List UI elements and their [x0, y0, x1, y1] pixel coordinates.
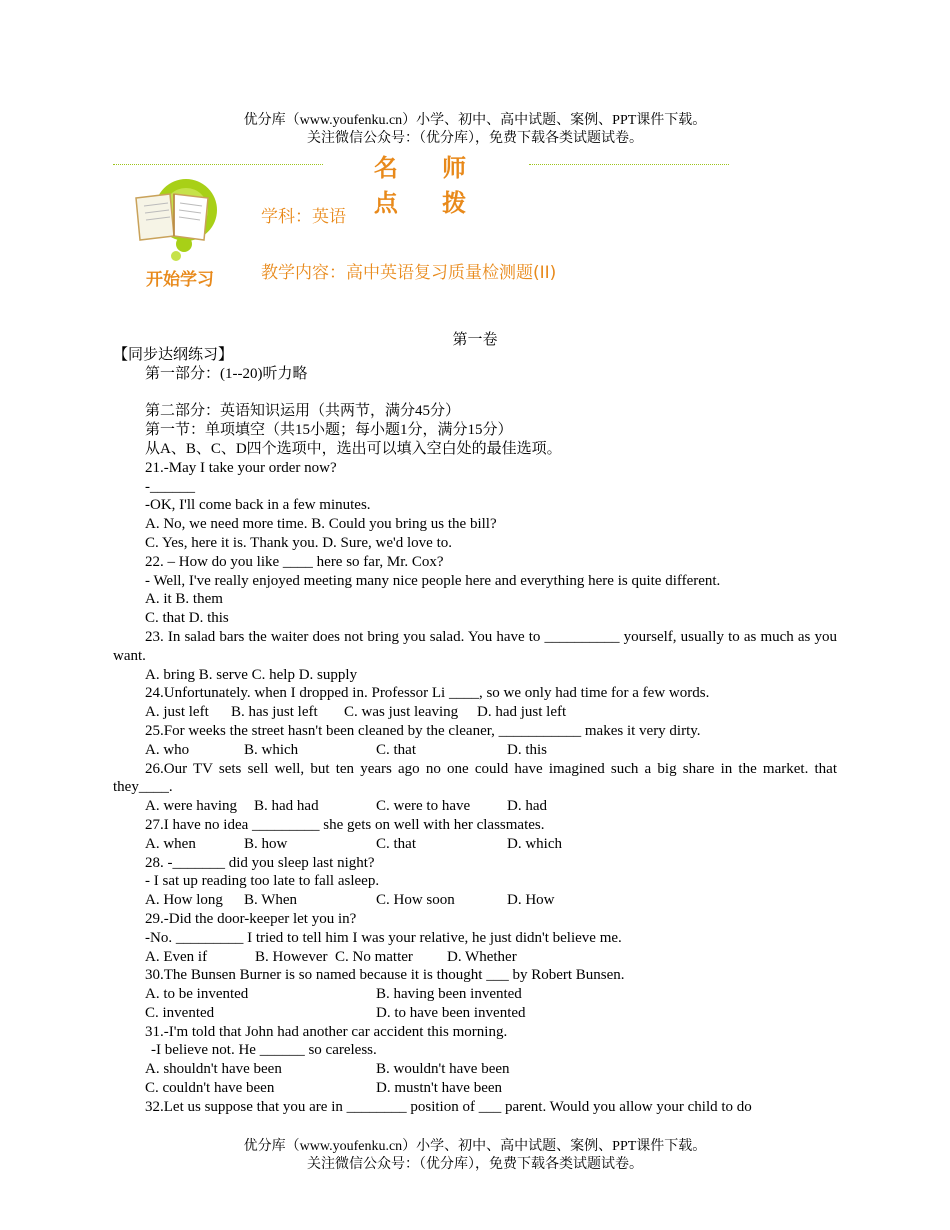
q24-option-d: D. had just left [477, 704, 567, 721]
q27-option-d: D. which [507, 835, 562, 852]
q21-options-1: A. No, we need more time. B. Could you bring us the bill? [145, 516, 497, 533]
q28-option-d: D. How [507, 892, 555, 909]
q24-stem: 24.Unfortunately. when I dropped in. Professor Li ____, so we only had time for a few words. [145, 685, 710, 702]
q28-options [113, 891, 837, 910]
q26-option-a: A. were having [145, 798, 238, 815]
q26-option-b: B. had had [254, 798, 319, 815]
q30-option-c: C. invented [145, 1004, 215, 1021]
q31-option-d: D. mustn't have been [376, 1080, 503, 1097]
q23-stem: 23. In salad bars the waiter does not bring you salad. You have to __________ yourself, usually to as much as you want. [113, 628, 837, 664]
question-body [113, 346, 837, 1117]
logo-text: 开始学习 [146, 270, 214, 290]
q27-option-a: A. when [145, 835, 196, 852]
banner-title: 名 师 点 拨 [373, 153, 485, 217]
q23-options: A. bring B. serve C. help D. supply [145, 666, 358, 683]
q25-option-d: D. this [507, 741, 548, 758]
subject-label: 学科：英语 [261, 207, 346, 227]
section-1: 第一节：单项填空（共15小题；每小题1分，满分15分） [145, 422, 513, 439]
teaching-content: 教学内容：高中英语复习质量检测题(II) [261, 263, 557, 283]
q31-options-1 [113, 1060, 837, 1079]
q21-options-2: C. Yes, here it is. Thank you. D. Sure, we'd love to. [145, 534, 452, 551]
q31-options-2 [113, 1079, 837, 1098]
q27-option-b: B. how [244, 835, 288, 852]
footer-line-2: 关注微信公众号：（优分库），免费下载各类试题试卷。 [307, 1157, 643, 1172]
q22-line-2: - Well, I've really enjoyed meeting many nice people here and everything here is quite different. [145, 572, 721, 589]
q29-option-d: D. Whether [447, 948, 517, 965]
q29-line-2: -No. _________ I tried to tell him I was your relative, he just didn't believe me. [145, 929, 622, 946]
q31-option-a: A. shouldn't have been [145, 1061, 282, 1078]
q29-option-c: C. No matter [335, 948, 413, 965]
q28-option-b: B. When [244, 892, 298, 909]
q29-option-a: A. Even if [145, 948, 208, 965]
header-line-2: 关注微信公众号：（优分库），免费下载各类试题试卷。 [307, 131, 643, 146]
q24-option-c: C. was just leaving [344, 704, 459, 721]
q24-option-b: B. has just left [231, 704, 318, 721]
q28-line-2: - I sat up reading too late to fall asleep. [145, 873, 380, 890]
q28-option-a: A. How long [145, 892, 223, 909]
instruction: 从A、B、C、D四个选项中，选出可以填入空白处的最佳选项。 [145, 440, 562, 457]
header-line-1: 优分库（www.youfenku.cn）小学、初中、高中试题、案例、PPT课件下载。 [243, 113, 707, 128]
q31-option-c: C. couldn't have been [145, 1080, 275, 1097]
q29-options [113, 948, 837, 967]
q26-stem: 26.Our TV sets sell well, but ten years ago no one could have imagined such a big share in the market. that they____. [113, 760, 837, 796]
sync-title: 【同步达纲练习】 [113, 347, 234, 363]
q26-options [113, 797, 837, 816]
q27-option-c: C. that [376, 835, 416, 852]
q31-stem: 31.-I'm told that John had another car accident this morning. [145, 1023, 508, 1040]
footer-line-1: 优分库（www.youfenku.cn）小学、初中、高中试题、案例、PPT课件下载。 [243, 1139, 707, 1154]
q24-option-a: A. just left [145, 704, 209, 721]
q30-stem: 30.The Bunsen Burner is so named because it is thought ___ by Robert Bunsen. [145, 967, 625, 984]
q26-option-d: D. had [507, 798, 547, 815]
q26-option-c: C. were to have [376, 798, 471, 815]
q24-options [113, 703, 837, 722]
q28-option-c: C. How soon [376, 892, 455, 909]
part-1: 第一部分：(1--20)听力略 [145, 365, 308, 382]
section-title: 第一卷 [452, 332, 498, 348]
q21-line-3: -OK, I'll come back in a few minutes. [145, 497, 371, 514]
q21-stem: 21.-May I take your order now? [145, 459, 337, 476]
q30-option-d: D. to have been invented [376, 1004, 526, 1021]
q28-stem: 28. -_______ did you sleep last night? [145, 854, 375, 871]
q31-option-b: B. wouldn't have been [376, 1061, 510, 1078]
q25-stem: 25.For weeks the street hasn't been cleaned by the cleaner, ___________ makes it very dirty. [145, 722, 701, 739]
q21-line-2: -______ [145, 478, 195, 495]
q29-option-b: B. However [255, 948, 328, 965]
q31-line-2: -I believe not. He ______ so careless. [151, 1042, 377, 1059]
q25-option-b: B. which [244, 741, 299, 758]
banner-divider-left [113, 164, 323, 165]
q27-stem: 27.I have no idea _________ she gets on well with her classmates. [145, 816, 545, 833]
q30-options-2 [113, 1004, 837, 1023]
q27-options [113, 835, 837, 854]
banner-divider-right [529, 164, 729, 165]
q22-stem: 22. – How do you like ____ here so far, Mr. Cox? [145, 553, 444, 570]
q30-options-1 [113, 985, 837, 1004]
q25-option-c: C. that [376, 741, 416, 758]
q30-option-b: B. having been invented [376, 986, 522, 1003]
q25-options [113, 741, 837, 760]
q22-options-1: A. it B. them [145, 591, 223, 608]
q29-stem: 29.-Did the door-keeper let you in? [145, 910, 357, 927]
part-2: 第二部分：英语知识运用（共两节，满分45分） [145, 403, 461, 420]
q30-option-a: A. to be invented [145, 986, 249, 1003]
q22-options-2: C. that D. this [145, 610, 229, 627]
q32-stem: 32.Let us suppose that you are in ________ position of ___ parent. Would you allow your child to do [145, 1098, 752, 1115]
q25-option-a: A. who [145, 741, 190, 758]
